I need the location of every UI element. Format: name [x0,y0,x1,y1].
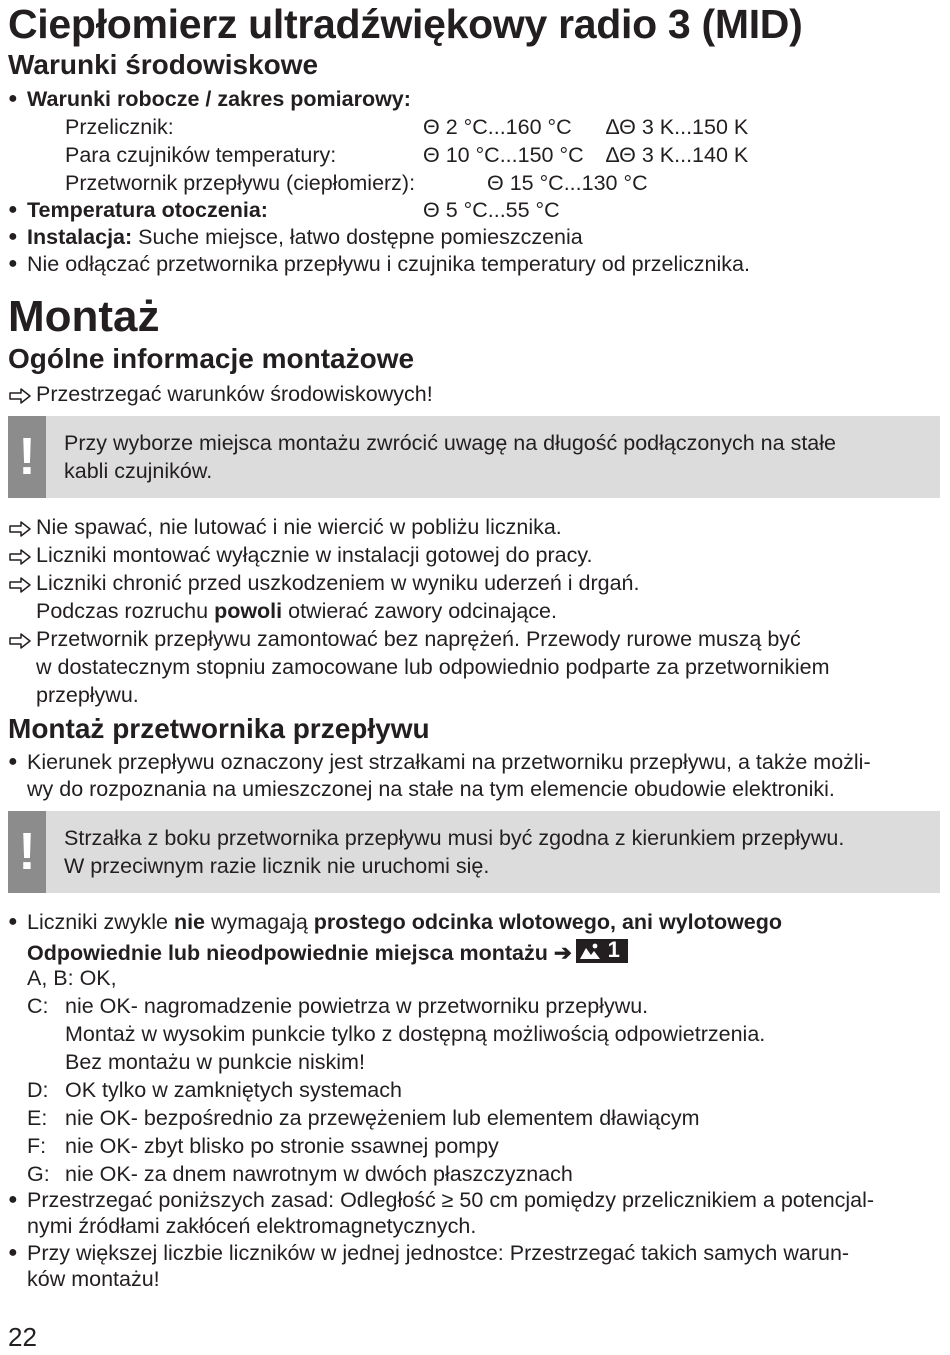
straight-pre: Liczniki zwykle [27,910,174,934]
list-text: OK tylko w zamkniętych systemach [65,1078,402,1102]
ambient-label: Temperatura otoczenia: [27,198,268,222]
installation-label: Instalacja: [27,225,133,249]
row-flow-temp: Θ 15 °C...130 °C [487,171,648,195]
list-text: nie OK- za dnem nawrotnym w dwóch płaszczyznach [65,1162,573,1186]
exclamation-icon: ! [8,416,46,498]
multi-line: Przy większej liczbie liczników w jednej jednostce: Przestrzegać takich samych warun- [27,1241,850,1265]
no-weld-text: Nie spawać, nie lutować i nie wiercić w pobliżu licznika. [36,515,562,539]
bullet: ● [8,90,18,107]
list-key: F: [27,1134,47,1158]
list-key: E: [27,1106,48,1130]
places-label: Odpowiednie lub nieodpowiednie miejsca montażu [27,941,548,965]
row-flow-label: Przetwornik przepływu (ciepłomierz): [65,171,416,195]
observe-text: Przestrzegać warunków środowiskowych! [36,382,433,406]
ready-install-text: Liczniki montować wyłącznie w instalacji gotowej do pracy. [36,543,593,567]
arrow-right-icon [8,387,32,405]
warning-line: Strzałka z boku przetwornika przepływu musi być zgodna z kierunkiem przepływu. [64,826,845,850]
bullet: ● [8,201,18,218]
multi-line: ków montażu! [27,1267,160,1291]
image-icon [579,942,601,960]
warning-line: Przy wyborze miejsca montażu zwrócić uwagę na długość podłączonych na stałe [64,431,836,455]
stress-line: przepływu. [36,683,139,707]
straight-bold-no: nie [173,910,206,934]
list-key: D: [27,1078,49,1102]
list-key: G: [27,1162,50,1186]
installation-text: Suche miejsce, łatwo dostępne pomieszczenia [132,225,583,249]
arrow-right-icon [8,548,32,566]
disconnect-text: Nie odłączać przetwornika przepływu i czujnika temperatury od przelicznika. [27,252,750,276]
straight-mid: wymagają [205,910,314,934]
arrow-right-icon [8,520,32,538]
arrow-right-icon [8,576,32,594]
warning-line: W przeciwnym razie licznik nie uruchomi się. [64,854,490,878]
direction-line: wy do rozpoznania na umieszczonej na stałe na tym elemencie obudowie elektroniki. [27,777,835,801]
exclamation-icon: ! [8,811,46,893]
straight-run-text [27,908,782,936]
list-text: nie OK- zbyt blisko po stronie ssawnej pompy [65,1134,499,1158]
list-key: C: [27,994,49,1018]
installation-line [27,223,583,251]
list-text: Montaż w wysokim punkcie tylko z dostępną możliwością odpowietrzenia. [65,1022,766,1046]
arrow-right-icon [8,632,32,650]
bullet: ● [8,228,18,245]
flow-heading: Montaż przetwornika przepływu [8,713,430,744]
startup-pre: Podczas rozruchu [36,599,215,623]
mount-heading: Montaż [8,292,160,341]
ambient-value: Θ 5 °C...55 °C [423,198,560,222]
row-calculator-temp: Θ 2 °C...160 °C [423,115,572,139]
row-calculator-label: Przelicznik: [65,115,174,139]
rules-line: nymi źródłami zakłóceń elektromagnetycznych. [27,1214,477,1238]
page-number: 22 [8,1322,37,1352]
warning-box-direction [8,811,940,893]
row-sensors-label: Para czujników temperatury: [65,143,337,167]
bullet: ● [8,753,18,770]
warning-box-cables [8,416,940,498]
bullet: ● [8,255,18,272]
list-text: Bez montażu w punkcie niskim! [65,1050,365,1074]
figure-reference [576,939,628,963]
bullet: ● [8,1244,18,1261]
protect-text: Liczniki chronić przed uszkodzeniem w wyniku uderzeń i drgań. [36,571,640,595]
row-sensors-delta: ∆Θ 3 K...140 K [606,143,749,167]
general-heading: Ogólne informacje montażowe [8,343,415,374]
list-text: nie OK- nagromadzenie powietrza w przetworniku przepływu. [65,994,649,1018]
stress-line: Przetwornik przepływu zamontować bez naprężeń. Przewody rurowe muszą być [36,627,801,651]
row-calculator-delta: ∆Θ 3 K...150 K [606,115,749,139]
figure-number: 1 [607,937,620,962]
arrow-bold-icon: ➔ [553,941,572,965]
startup-bold: powoli [214,599,283,623]
list-key: A, B: OK, [27,966,117,990]
page-title: Ciepłomierz ultradźwiękowy radio 3 (MID) [8,1,803,47]
working-conditions-label: Warunki robocze / zakres pomiarowy: [27,87,411,111]
bullet: ● [8,913,18,930]
row-sensors-temp: Θ 10 °C...150 °C [423,143,584,167]
places-line [27,936,628,967]
startup-post: otwierać zawory odcinające. [282,599,557,623]
startup-text [36,597,557,625]
env-heading: Warunki środowiskowe [8,49,319,80]
stress-line: w dostatecznym stopniu zamocowane lub odpowiednio podparte za przetwornikiem [36,655,830,679]
straight-bold-run: prostego odcinka wlotowego, ani wylotowego [313,910,783,934]
direction-line: Kierunek przepływu oznaczony jest strzałkami na przetworniku przepływu, a także możli- [27,750,871,774]
rules-line: Przestrzegać poniższych zasad: Odległość ≥ 50 cm pomiędzy przelicznikiem a potencjal- [27,1188,875,1212]
list-text: nie OK- bezpośrednio za przewężeniem lub elementem dławiącym [65,1106,700,1130]
bullet: ● [8,1191,18,1208]
warning-line: kabli czujników. [64,459,213,483]
